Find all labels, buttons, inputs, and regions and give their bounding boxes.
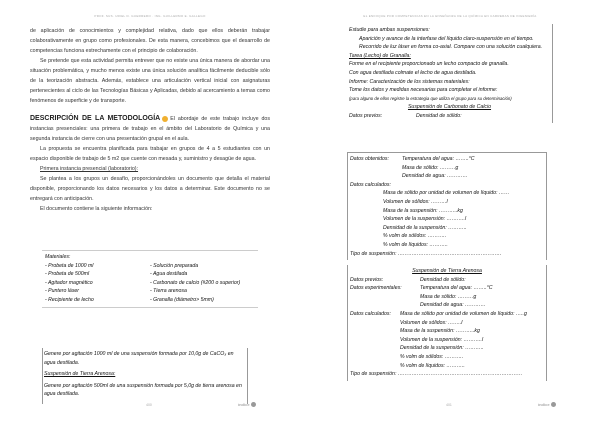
material-item: - Recipiente de lecho: [45, 296, 94, 303]
text-line: (para alguno de ellos registre la estrategia que utiliza el grupo para su determinación): [349, 95, 512, 101]
running-header: EL ENFOQUE POR COMPETENCIAS EN LA ENSEÑANZA DE LA QUÍMICA EN CARRERAS DE INGENIERÍA: [363, 14, 537, 18]
material-item: - Probeta de 500ml: [45, 271, 90, 278]
value: % volm de sólidos: ………..: [400, 353, 464, 360]
materials-right-list: [150, 262, 255, 305]
text-line: Tome los datos y medidas necesarias para completar el informe:: [349, 87, 498, 94]
calcium-carbonate-table: [347, 152, 547, 260]
material-item: - Probeta de 1000 ml: [45, 262, 94, 269]
value: Masa de sólido: ………g: [402, 164, 459, 171]
value: Masa de sólido por unidad de volumen de líquido: ……: [383, 190, 510, 197]
material-item: - Puntero láser: [45, 288, 80, 295]
materials-title: Materiales:: [45, 254, 71, 260]
value: Masa de sólido por unidad de volumen de líquido: …..g: [400, 310, 527, 317]
brand-icon: [551, 402, 556, 407]
page-number: 400: [146, 403, 152, 407]
value: Volumen de sólidos: ………l: [383, 198, 448, 205]
value: Masa de la suspensión: ………..kg: [400, 328, 480, 335]
material-item: - Granalla (diámetro> 5mm): [150, 296, 214, 303]
section-title: Suspensión de Tierra Arenosa: [412, 268, 482, 274]
materials-left-list: [45, 262, 150, 305]
value: Masa de sólido: ………g: [420, 293, 477, 300]
value: Densidad de sólido:: [420, 276, 466, 283]
text-line: Informe: Caracterización de los sistemas materiales:: [349, 78, 470, 85]
value: Tipo de suspensión: ……………………………………………………: [350, 250, 502, 257]
material-item: - Tierra arenosa: [150, 288, 187, 295]
row: [350, 276, 544, 285]
value: Volumen de la suspensión: ………..l: [383, 216, 467, 223]
spacer: [350, 327, 400, 336]
paragraph-text: El abordaje de este trabajo incluye dos instancias presenciales: una primera de trabajo en el ámbito del Laboratorio de Química y una segunda instancia de cierre con una presentación grupal en el aula.: [30, 116, 270, 142]
value: Masa de la suspensión: ………..kg: [383, 207, 463, 214]
spacer: [350, 293, 420, 302]
text-line: Recorrido de luz láser en forma co-axial. Compare con una solución cualquiera.: [359, 44, 543, 51]
row: [350, 344, 544, 353]
paragraph: La propuesta se encuentra planificada para trabajar en grupos de 4 a 5 estudiantes con un espacio disponible de trabajo de 5 m2 que cuente con mesada y, suministro y desagüe de agua.: [30, 146, 270, 162]
spacer: [350, 362, 400, 371]
material-item: - Carbonato de calcio (#200 o superior): [150, 279, 241, 286]
row: [350, 353, 544, 362]
value: Densidad de agua: …………: [420, 302, 486, 309]
section-heading: DESCRIPCIÓN DE LA METODOLOGÍA: [30, 115, 161, 122]
brand-logo: [238, 402, 256, 407]
value: % volm de líquidos: ………..: [383, 241, 448, 248]
row: [350, 327, 544, 336]
section-title: Suspensión de Carbonato de Calcio: [407, 104, 492, 111]
value: % volm de líquidos: ………..: [400, 362, 465, 369]
row: [350, 293, 544, 302]
text-line: Aparición y avance de la interfase del líquido claro-suspensión en el tiempo.: [359, 35, 534, 42]
subheading: Primera instancia presencial (laboratorio):: [40, 166, 139, 172]
text-line: Con agua destilada colmate el lecho de agua destilada.: [349, 69, 477, 76]
text-line: Forme en el recipiente proporcionado un lecho compacto de granalla.: [349, 61, 509, 68]
spacer: [350, 172, 402, 181]
instruction: Genere por agitación 500ml de una suspensión formada por 5,0g de tierra arenosa en agua destilada.: [44, 382, 242, 398]
row: [350, 319, 544, 328]
value: Temperatura del agua: ……..°C: [420, 285, 493, 292]
row: [350, 310, 544, 319]
materials-box: [42, 250, 258, 308]
value: Densidad de la suspensión: ………..: [400, 345, 484, 352]
paragraph: Se plantea a los grupos un desafío, proporcionándoles un documento que detalla el material disponible, proporcionando los datos necesarios y los datos a determinar. Este documento no se entregará con anticipación.: [30, 176, 270, 202]
sandy-soil-table: [347, 265, 547, 381]
instruction: Genere por agitación 1000 ml de una suspensión formada por 10,0g de CaCO₃ en agua destilada.: [44, 351, 234, 366]
running-header: PROF. SUS. URIEL D. GUERRERO · ING. GUILLERMO E. GALLEGO: [94, 14, 206, 18]
label: Datos previos:: [349, 112, 383, 119]
value: Tipo de suspensión: ………………………………………………………………: [350, 371, 523, 378]
text-line: Estudie para ambas suspensiones:: [349, 27, 430, 33]
study-box: [347, 24, 553, 123]
brand-icon: [251, 402, 256, 407]
value: % volm de sólidos: ………..: [383, 233, 447, 240]
row: [350, 336, 544, 345]
body-text: [30, 26, 270, 214]
value: Temperatura del agua: ……..°C: [402, 156, 475, 162]
label: Datos obtenidos:: [350, 156, 389, 162]
label: Datos calculados:: [350, 310, 391, 317]
row: [350, 172, 544, 181]
label: Datos experimentales:: [350, 285, 402, 292]
value: Volumen de la suspensión: ………..l: [400, 336, 484, 343]
paragraph: El documento contiene la siguiente información:: [40, 206, 153, 212]
spacer: [350, 336, 400, 345]
spacer: [350, 319, 400, 328]
value: Volumen de sólidos: ……..l: [400, 319, 463, 326]
material-item: - Agua destilada: [150, 271, 188, 278]
value: Densidad de agua: …………: [402, 173, 468, 180]
right-page: [300, 0, 600, 424]
instructions-box: [42, 348, 248, 404]
page-number: 401: [446, 403, 452, 407]
instruction-title: Suspensión de Tierra Arenosa:: [44, 371, 116, 378]
section-title: Tarea (Lecho) de Granalla:: [349, 52, 411, 59]
material-item: - Agitador magnético: [45, 279, 93, 286]
spacer: [350, 301, 420, 310]
brand-text: índice: [238, 402, 250, 407]
material-item: - Solución preparada: [150, 262, 199, 269]
brand-text: índice: [538, 402, 550, 407]
paragraph: Se pretende que esta actividad permita entrever que no existe una única manera de abordar una situación problemática, y mucho menos existe una única solución analítica fácilmente deducible sólo de la teorización abstracta. Además, establece una articulación vertical inicial con asignaturas pertenecientes al ciclo de las Tecnologías Básicas y Aplicadas, debido al acercamiento a temas como fenómenos de superficie y de transporte.: [30, 58, 270, 104]
row: [350, 362, 544, 371]
row: [350, 301, 544, 310]
row: [350, 164, 544, 173]
row: [350, 155, 544, 164]
label: Datos calculados:: [350, 181, 391, 188]
value: Densidad de sólido:: [416, 112, 462, 119]
brand-logo: [538, 402, 556, 407]
spacer: [350, 164, 402, 173]
bullet-icon: [162, 116, 168, 122]
label: Datos previos:: [350, 276, 384, 283]
value: Densidad de la suspensión: ………..: [383, 224, 467, 231]
spacer: [350, 353, 400, 362]
paragraph: de aplicación de conocimientos y complejidad relativa, dado que ellos deberán trabajar colaborativamente en grupo como profesionales. De esta manera, concebimos que el desarrollo de competencias funciona estrechamente con el principio de colaboración.: [30, 28, 270, 54]
spacer: [350, 344, 400, 353]
row: [350, 284, 544, 293]
